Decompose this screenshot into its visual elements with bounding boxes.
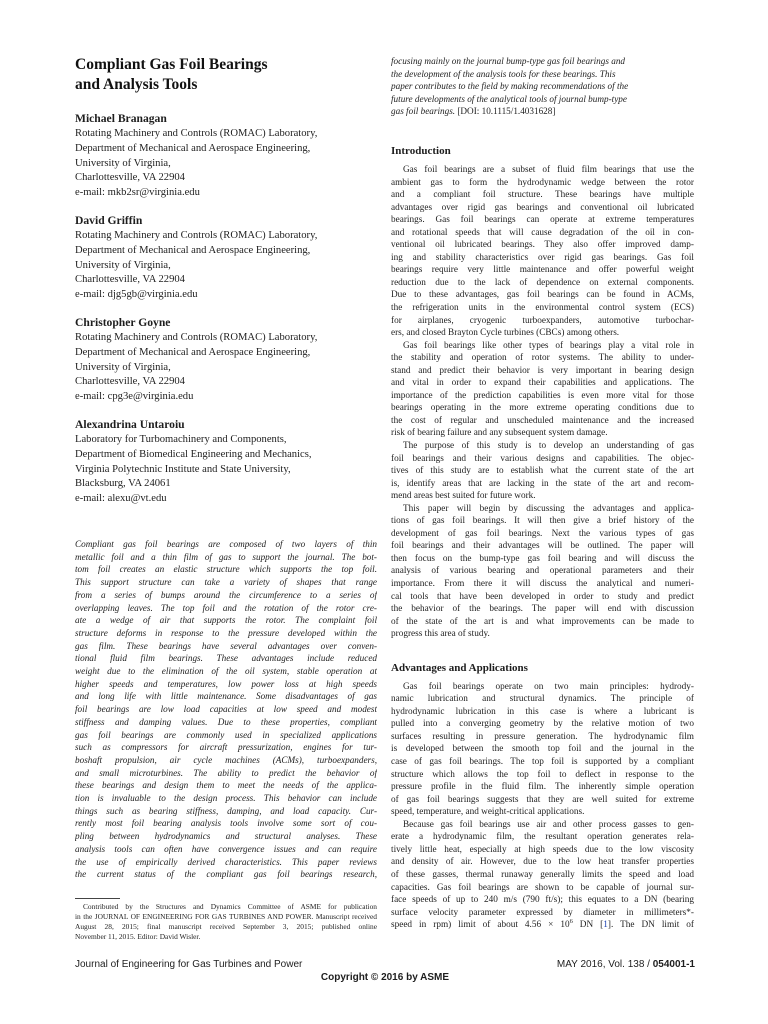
text-line: for airplanes, cryogenic turboexpanders, automotive turbochar- [391, 315, 694, 326]
text-line: importance. From there it will discuss the analytical and numeri- [391, 579, 694, 590]
affiliation-line: University of Virginia, [75, 157, 171, 169]
text-line: of these gasses, thermal runaway generally limits the speed and load [391, 869, 694, 880]
affiliation-line: Department of Mechanical and Aerospace Engineering, [75, 244, 311, 256]
abstract-line: the use of empirically derived characteristics. This paper reviews [75, 856, 377, 867]
abstract-line: stiffness and damping values. Due to these properties, compliant [75, 716, 377, 727]
text-line: erate a hydrodynamic film, the resultant operation generates rela- [391, 832, 694, 843]
abstract-line: paper contributes to the field by making recommendations of the [391, 81, 629, 92]
affiliation-line: e-mail: cpg3e@virginia.edu [75, 391, 194, 403]
text-line: is, identify areas that are lacking in the state of the art and recom- [391, 478, 694, 489]
text-line: hydrodynamic lubrication in this case is where a lubricant is [391, 706, 694, 717]
body-sections [391, 144, 694, 932]
text-line: and rotational speeds that will cause degradation of the oil in con- [391, 227, 694, 238]
doi: [DOI: 10.1115/1.4031628] [457, 106, 556, 117]
abstract-line: ate a wedge of air that supports the rotor. The complaint foil [75, 615, 377, 626]
text-line: ambient gas to form the hydrodynamic wedge between the rotor [391, 177, 694, 188]
abstract-line: weight due to the elimination of the oil system, stable operation at [75, 666, 377, 677]
text-line: is developed between the smooth top foil and the journal in the [391, 744, 694, 755]
text-line: the behavior of the bearings. The paper will end with discussion [391, 604, 694, 615]
affiliation-line: Rotating Machinery and Controls (ROMAC) Laboratory, [75, 331, 318, 343]
citation-link[interactable]: 1 [603, 920, 608, 931]
affiliation-line: Rotating Machinery and Controls (ROMAC) Laboratory, [75, 229, 318, 241]
abstract-line: This support structure can take a variety of shapes that range [75, 577, 377, 588]
text-line: Due to these advantages, gas foil bearings can be found in ACMs, [391, 290, 694, 301]
text-line: surface velocity parameter expressed by diameter in millimeters*- [391, 907, 694, 918]
text-line: Gas foil bearings operate on two main principles: hydrody- [403, 681, 694, 692]
abstract-line: the current status of the compliant gas foil bearings research, [75, 869, 377, 880]
paper-title [75, 55, 377, 95]
text-line: the stability and operation of rotor systems. The ability to under- [391, 353, 694, 364]
text-line: stand and predict their behavior is very important in bearing design [391, 365, 694, 376]
abstract-line: the development of the analysis tools for these bearings. This [391, 68, 616, 79]
affiliation-line: Department of Mechanical and Aerospace Engineering, [75, 346, 311, 358]
text-line: the refrigeration units in the environmental control system (ECS) [391, 302, 694, 313]
affiliation-line: Laboratory for Turbomachinery and Components, [75, 433, 287, 445]
author-block [75, 315, 377, 405]
abstract-line: foil bearings are low load capacities at low speed and modest [75, 704, 377, 715]
text-line: bearings require very little maintenance and offer powerful weight [391, 265, 694, 276]
text-line: importance of the prediction capabilities is even more vital for those [391, 390, 694, 401]
affiliation-line: University of Virginia, [75, 259, 171, 271]
text-line: tions of gas foil bearings. It will then give a brief history of the [391, 516, 694, 527]
footnote-line: Contributed by the Structures and Dynamics Committee of ASME for publication [83, 902, 377, 911]
text-line: foil bearings and their advantages will be outlined. The paper will [391, 541, 694, 552]
text-line: and density of air. However, due to the low heat transfer properties [391, 857, 694, 868]
abstract-line: gas film. These bearings have several advantages over conven- [75, 640, 377, 651]
abstract-continued [391, 55, 694, 118]
affiliation-line: Department of Biomedical Engineering and Mechanics, [75, 448, 312, 460]
left-column [75, 55, 377, 519]
abstract-line: such as compressors for aircraft pressurization, engines for tur- [75, 742, 377, 753]
abstract-line: gas foil bearings. [DOI: 10.1115/1.4031628] [391, 106, 556, 117]
abstract-line: metallic foil and a thin film of gas to support the journal. The bot- [75, 551, 377, 562]
text-line: case of gas foil bearings. The top foil is supported by a compliant [391, 757, 694, 768]
text-line: of the state of the art is and what improvements can be made to [391, 616, 694, 627]
author-block [75, 213, 377, 303]
abstract-line: analysis tools can often have convergence issues and can require [75, 843, 377, 854]
abstract-line: rently most foil bearing analysis tools involve some sort of cou- [75, 818, 377, 829]
text-line: Gas foil bearings like other types of bearings play a vital role in [403, 340, 694, 351]
author-name: Christopher Goyne [75, 315, 171, 329]
section-body [391, 164, 694, 641]
abstract [75, 538, 377, 881]
text-line: ventional oil lubricated bearings. They also offer improved damp- [391, 240, 694, 251]
title-line: Compliant Gas Foil Bearings [75, 56, 268, 73]
abstract-line: tom foil creates an elastic structure which supports the top foil. [75, 564, 377, 575]
author-name: David Griffin [75, 213, 143, 227]
affiliation-line: Charlottesville, VA 22904 [75, 172, 185, 184]
abstract-line: and small microturbines. The ability to predict the behavior of [75, 767, 377, 778]
text-line: Because gas foil bearings use air and other process gasses to gen- [403, 819, 694, 830]
superscript: 6 [569, 919, 573, 926]
section [391, 144, 694, 641]
page-id: 054001-1 [652, 959, 695, 970]
footnote [75, 902, 377, 942]
text-line: bearings. Gas foil bearings can operate at extreme temperatures [391, 215, 694, 226]
affiliation-line: e-mail: mkb2sr@virginia.edu [75, 187, 200, 199]
title-line: and Analysis Tools [75, 76, 198, 93]
issue-info [557, 958, 695, 971]
affiliation-line: e-mail: djg5gb@virginia.edu [75, 289, 198, 301]
text-line: mend areas best suited for future work. [391, 491, 536, 502]
author-block [75, 111, 377, 201]
text-line: bearings operating in the more extreme operating conditions due to [391, 403, 694, 414]
abstract-line: pling between hydrodynamics and structural analyses. These [75, 831, 377, 842]
abstract-line: overlapping leaves. The top foil and the rotation of the rotor cre- [75, 602, 377, 613]
text-line: structure which allows the top foil to deflect in response to the [391, 769, 694, 780]
text-line: of gas foil bearings suggests that they are well suited for extreme [391, 794, 694, 805]
abstract-line: higher speeds and temperatures, low power loss at high speeds [75, 678, 377, 689]
section [391, 661, 694, 932]
abstract-line: and long life with little maintenance. Some disadvantages of gas [75, 691, 377, 702]
footnote-line: November 11, 2015. Editor: David Wisler. [75, 932, 201, 941]
affiliation-line: Charlottesville, VA 22904 [75, 376, 185, 388]
author-list [75, 111, 377, 507]
abstract-line: Compliant gas foil bearings are composed of two layers of thin [75, 539, 377, 549]
footnote-rule [75, 898, 120, 899]
text-line: pressure profile in the fluid film. The inherently simple operation [391, 782, 694, 793]
text-line: reduction due to the lack of dependence on external components. [391, 277, 694, 288]
text-line: and vital in order to expand their capabilities and applications. The [391, 378, 694, 389]
text-line: and a compliant foil structure. These bearings have multiple [391, 190, 694, 201]
abstract-line: from a series of bumps around the circumference to a series of [75, 589, 377, 600]
issue-date-volume: MAY 2016, Vol. 138 / [556, 959, 650, 970]
text-line: analysis of various bearing and operational parameters and their [391, 566, 694, 577]
text-line: risk of bearing failure and any subsequent system damage. [391, 428, 608, 439]
text-line: ers, and closed Brayton Cycle turbines (CBCs) among others. [391, 328, 620, 339]
text-line: foil bearings and their various designs and capabilities. The objec- [391, 453, 694, 464]
text-line: namic lubrication and structural dynamics. The principle of [391, 694, 694, 705]
text-line: surfaces resulting in pressure generation. The hydrodynamic film [391, 731, 694, 742]
abstract-line: things such as bearing stiffness, damping, and load capacity. Cur- [75, 805, 377, 816]
text-line: ing and stability characteristics over rigid gas bearings. Gas foil [391, 252, 694, 263]
abstract-line: future developments of the analytical tools of journal bump-type [391, 93, 627, 104]
abstract-line: structure deforms in response to the pressure developed within the [75, 627, 377, 638]
footnote-line: in the JOURNAL OF ENGINEERING FOR GAS TURBINES AND POWER. Manuscript received [75, 912, 377, 921]
affiliation-line: Charlottesville, VA 22904 [75, 274, 185, 286]
author-block [75, 417, 377, 507]
abstract-line: focusing mainly on the journal bump-type gas foil bearings and [391, 56, 626, 66]
abstract-line: gas foil bearings are commonly used in specialized applications [75, 729, 377, 740]
text-line: speed, temperature, and weight-critical applications. [391, 807, 585, 818]
text-line: development of gas foil bearings. Next the various types of gas [391, 528, 694, 539]
affiliation-line: University of Virginia, [75, 361, 171, 373]
section-body [391, 681, 694, 932]
text-line: advantages over rigid gas bearings and conventional oil lubricated [391, 202, 694, 213]
text-line: tives of this study are to establish what the current state of the art [391, 466, 694, 477]
text-line: capacities. Gas foil bearings are shown to be capable of journal sur- [391, 882, 694, 893]
abstract-line: boshaft propulsion, air cycle machines (ACMs), turboexpanders, [75, 754, 377, 765]
affiliation-line: Blacksburg, VA 24061 [75, 478, 171, 490]
section-heading: Introduction [391, 144, 451, 157]
right-column [391, 55, 694, 932]
text-line: face speeds of up to 240 m/s (790 ft/s); this equates to a DN (bearing [391, 895, 694, 906]
abstract-line: tion is invaluable to the design process. This behavior can include [75, 793, 377, 804]
abstract-line: tional fluid film bearings. These advantages include reduced [75, 653, 377, 664]
affiliation-line: e-mail: alexu@vt.edu [75, 493, 167, 505]
author-name: Michael Branagan [75, 112, 167, 125]
text-line: cal tools that have been developed in order to study and predict [391, 591, 694, 602]
text-line: Gas foil bearings are a subset of fluid film bearings that use the [403, 164, 694, 175]
text-line: This paper will begin by discussing the advantages and applica- [403, 503, 694, 514]
footnote-line: August 28, 2015; final manuscript received September 3, 2015; published online [75, 922, 377, 931]
text-line: speed in rpm) limit of about $4.56 \times 10^6$ DN [1]. The DN limit of [391, 919, 694, 931]
text-line: the cost of regular and unscheduled maintenance and the increased [391, 415, 694, 426]
journal-name: Journal of Engineering for Gas Turbines and Power [75, 959, 303, 970]
text-line: then focus on the bump-type gas foil bearing and will discuss the [391, 553, 694, 564]
affiliation-line: Rotating Machinery and Controls (ROMAC) Laboratory, [75, 128, 318, 139]
affiliation-line: Department of Mechanical and Aerospace Engineering, [75, 142, 311, 154]
affiliation-line: Virginia Polytechnic Institute and State University, [75, 463, 291, 475]
text-line: The purpose of this study is to develop an understanding of gas [403, 441, 694, 451]
copyright: Copyright © 2016 by ASME [320, 972, 450, 983]
text-line: pulled into a converging geometry by the relative motion of two [391, 719, 694, 730]
section-heading: Advantages and Applications [391, 661, 528, 674]
author-name: Alexandrina Untaroiu [75, 417, 185, 431]
text-line: progress this area of study. [391, 629, 490, 640]
abstract-line: these bearings and design them to meet the needs of the applica- [75, 780, 377, 791]
text-line: tively little heat, especially at high speeds due to the low viscosity [391, 844, 694, 855]
